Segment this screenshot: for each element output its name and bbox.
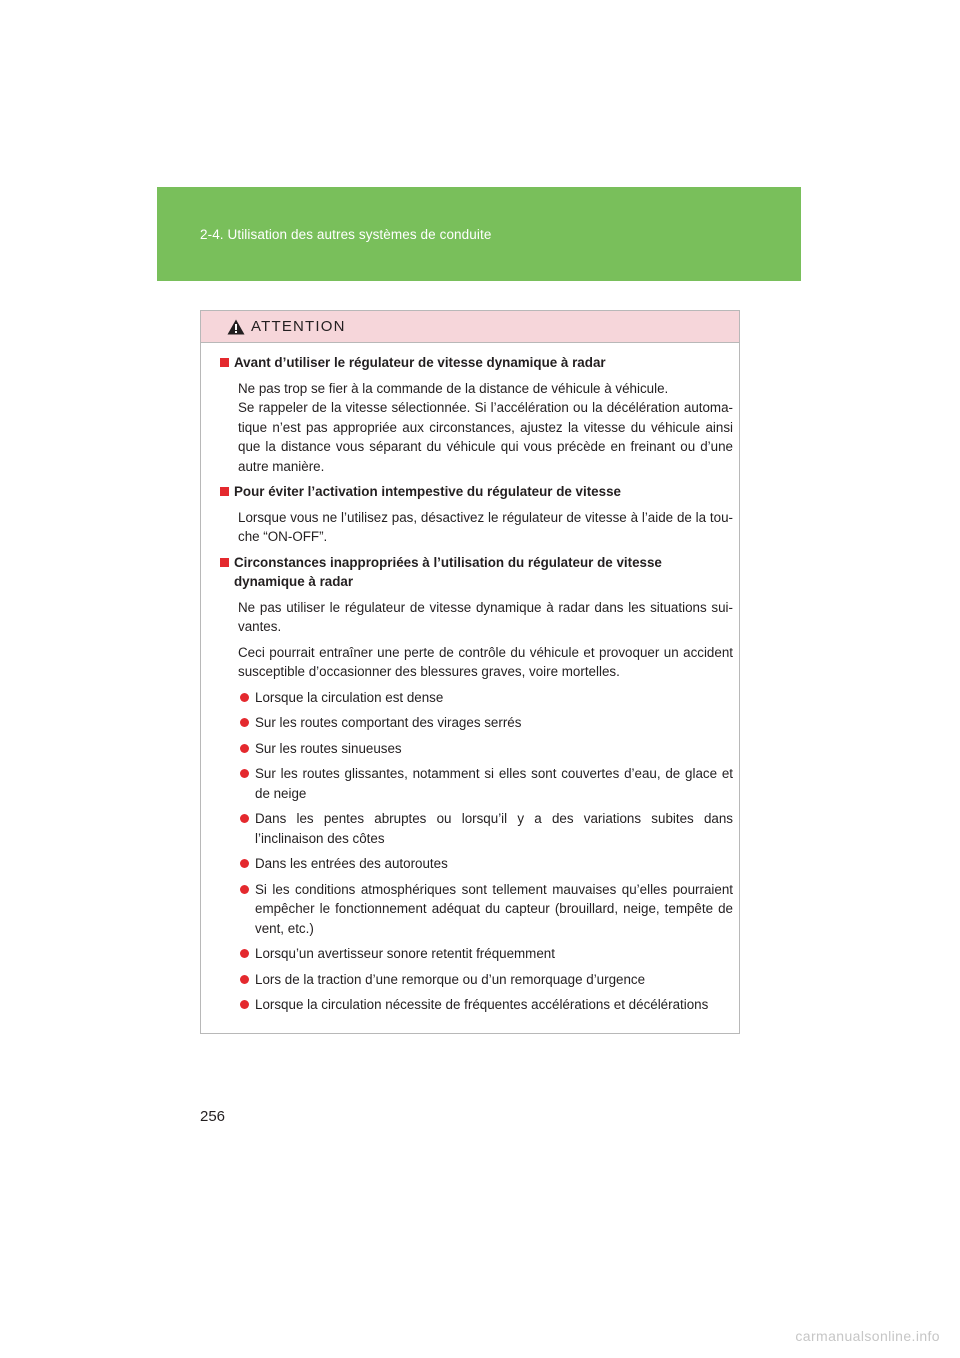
round-bullet-icon (240, 1000, 249, 1009)
section-heading: Pour éviter l’activation intempestive du régulateur de vitesse (220, 482, 733, 502)
list-item: Sur les routes glissantes, notamment si elles sont couvertes d’eau, de glace et de neige (238, 764, 733, 803)
page-number: 256 (200, 1108, 226, 1125)
round-bullet-icon (240, 814, 249, 823)
list-item: Si les conditions atmosphériques sont tellement mauvaises qu’elles pourraient empêcher le fonctionnement adéquat du capteur (brouillard, neige, tempête de vent, etc.) (238, 880, 733, 939)
round-bullet-icon (240, 885, 249, 894)
warning-header (201, 311, 739, 343)
round-bullet-icon (240, 975, 249, 984)
warning-triangle-icon (227, 319, 245, 335)
round-bullet-icon (240, 718, 249, 727)
paragraph: Ne pas trop se fier à la commande de la distance de véhicule à véhicule. Se rappeler de la vitesse sélectionnée. Si l’accélération ou la décélération automa- tique n’est pas appropriée aux circonstances, ajustez la vitesse du véhicule ainsi que la distance vous séparant du véhicule qui vous précède en freinant ou d’une autre manière. (238, 380, 733, 474)
square-bullet-icon (220, 487, 229, 496)
section-header-band (157, 187, 801, 281)
watermark: carmanualsonline.info (795, 1328, 940, 1344)
list-item: Dans les entrées des autoroutes (238, 854, 733, 874)
round-bullet-icon (240, 859, 249, 868)
round-bullet-icon (240, 769, 249, 778)
bullet-list (220, 688, 733, 1015)
paragraph: Ceci pourrait entraîner une perte de contrôle du véhicule et provoquer un accident susceptible d’occasionner des blessures graves, voire mortelles. (238, 644, 733, 679)
list-item: Lorsqu’un avertisseur sonore retentit fréquemment (238, 944, 733, 964)
square-bullet-icon (220, 558, 229, 567)
round-bullet-icon (240, 949, 249, 958)
paragraph: Ne pas utiliser le régulateur de vitesse dynamique à radar dans les situations sui- vantes. (238, 599, 733, 634)
round-bullet-icon (240, 693, 249, 702)
section-title: 2-4. Utilisation des autres systèmes de conduite (200, 227, 492, 242)
warning-title: ATTENTION (251, 318, 346, 335)
list-item: Lorsque la circulation nécessite de fréquentes accélérations et décélérations (238, 995, 733, 1015)
list-item: Sur les routes sinueuses (238, 739, 733, 759)
round-bullet-icon (240, 744, 249, 753)
warning-box (200, 310, 740, 1034)
list-item: Lorsque la circulation est dense (238, 688, 733, 708)
section-heading: Avant d’utiliser le régulateur de vitesse dynamique à radar (220, 353, 733, 373)
warning-body (201, 343, 739, 1015)
square-bullet-icon (220, 358, 229, 367)
paragraph: Lorsque vous ne l’utilisez pas, désactivez le régulateur de vitesse à l’aide de la tou- che “ON-OFF”. (238, 509, 733, 544)
list-item: Sur les routes comportant des virages serrés (238, 713, 733, 733)
list-item: Lors de la traction d’une remorque ou d’un remorquage d’urgence (238, 970, 733, 990)
list-item: Dans les pentes abruptes ou lorsqu’il y a des variations subites dans l’inclinaison des côtes (238, 809, 733, 848)
section-heading: Circonstances inappropriées à l’utilisation du régulateur de vitesse dynamique à radar (220, 553, 733, 592)
